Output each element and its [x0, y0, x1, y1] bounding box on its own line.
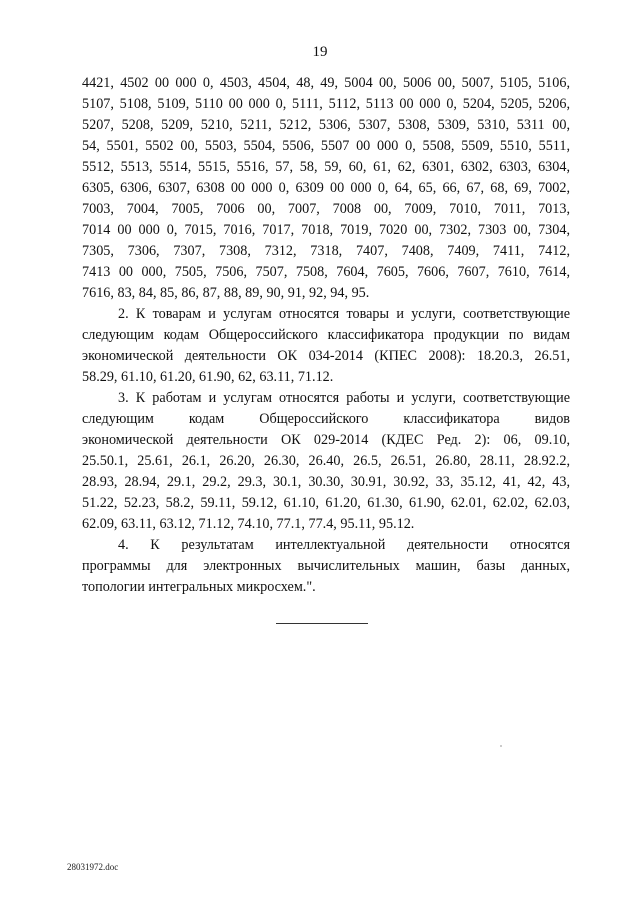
paragraph-intellectual-results — [82, 535, 570, 598]
paragraph-line: следующим кодам Общероссийского классификатора видов — [82, 411, 570, 427]
paragraph-line: 4. К результатам интеллектуальной деятельности относятся — [118, 537, 570, 553]
paragraph-line: следующим кодам Общероссийского классификатора продукции по видам — [82, 327, 570, 343]
paragraph-line: программы для электронных вычислительных машин, базы данных, — [82, 558, 570, 574]
separator-rule — [276, 623, 368, 624]
paragraph-line: 58.29, 61.10, 61.20, 61.90, 62, 63.11, 71.12. — [82, 369, 334, 385]
codes-line: 54, 5501, 5502 00, 5503, 5504, 5506, 5507 00 000 0, 5508, 5509, 5510, 5511, — [82, 138, 570, 154]
paragraph-line: топологии интегральных микросхем.". — [82, 579, 316, 595]
paragraph-line: 2. К товарам и услугам относятся товары и услуги, соответствующие — [118, 306, 570, 322]
scan-speck — [500, 745, 502, 747]
paragraph-line: 62.09, 63.11, 63.12, 71.12, 74.10, 77.1, 77.4, 95.11, 95.12. — [82, 516, 415, 532]
paragraph-line: 25.50.1, 25.61, 26.1, 26.20, 26.30, 26.40, 26.5, 26.51, 26.80, 28.11, 28.92.2, — [82, 453, 570, 469]
codes-line: 7003, 7004, 7005, 7006 00, 7007, 7008 00, 7009, 7010, 7011, 7013, — [82, 201, 570, 217]
codes-line: 5512, 5513, 5514, 5515, 5516, 57, 58, 59, 60, 61, 62, 6301, 6302, 6303, 6304, — [82, 159, 570, 175]
footer-filename: 28031972.doc — [67, 862, 119, 872]
paragraph-line: экономической деятельности ОК 029-2014 (КДЕС Ред. 2): 06, 09.10, — [82, 432, 570, 448]
codes-line: 7413 00 000, 7505, 7506, 7507, 7508, 7604, 7605, 7606, 7607, 7610, 7614, — [82, 264, 570, 280]
codes-line: 5107, 5108, 5109, 5110 00 000 0, 5111, 5112, 5113 00 000 0, 5204, 5205, 5206, — [82, 96, 570, 112]
codes-line: 4421, 4502 00 000 0, 4503, 4504, 48, 49, 5004 00, 5006 00, 5007, 5105, 5106, — [82, 75, 570, 91]
codes-list — [82, 73, 570, 304]
page-number: 19 — [312, 44, 328, 60]
paragraph-line: экономической деятельности ОК 034-2014 (КПЕС 2008): 18.20.3, 26.51, — [82, 348, 570, 364]
codes-line: 7305, 7306, 7307, 7308, 7312, 7318, 7407, 7408, 7409, 7411, 7412, — [82, 243, 570, 259]
paragraph-goods-services — [82, 304, 570, 388]
codes-line: 6305, 6306, 6307, 6308 00 000 0, 6309 00 000 0, 64, 65, 66, 67, 68, 69, 7002, — [82, 180, 570, 196]
paragraph-line: 28.93, 28.94, 29.1, 29.2, 29.3, 30.1, 30.30, 30.91, 30.92, 33, 35.12, 41, 42, 43, — [82, 474, 570, 490]
codes-line: 7014 00 000 0, 7015, 7016, 7017, 7018, 7019, 7020 00, 7302, 7303 00, 7304, — [82, 222, 570, 238]
document-body — [82, 73, 570, 598]
codes-line: 5207, 5208, 5209, 5210, 5211, 5212, 5306, 5307, 5308, 5309, 5310, 5311 00, — [82, 117, 570, 133]
paragraph-line: 51.22, 52.23, 58.2, 59.11, 59.12, 61.10, 61.20, 61.30, 61.90, 62.01, 62.02, 62.03, — [82, 495, 570, 511]
paragraph-works-services — [82, 388, 570, 535]
paragraph-line: 3. К работам и услугам относятся работы и услуги, соответствующие — [118, 390, 570, 406]
codes-line: 7616, 83, 84, 85, 86, 87, 88, 89, 90, 91, 92, 94, 95. — [82, 285, 370, 301]
